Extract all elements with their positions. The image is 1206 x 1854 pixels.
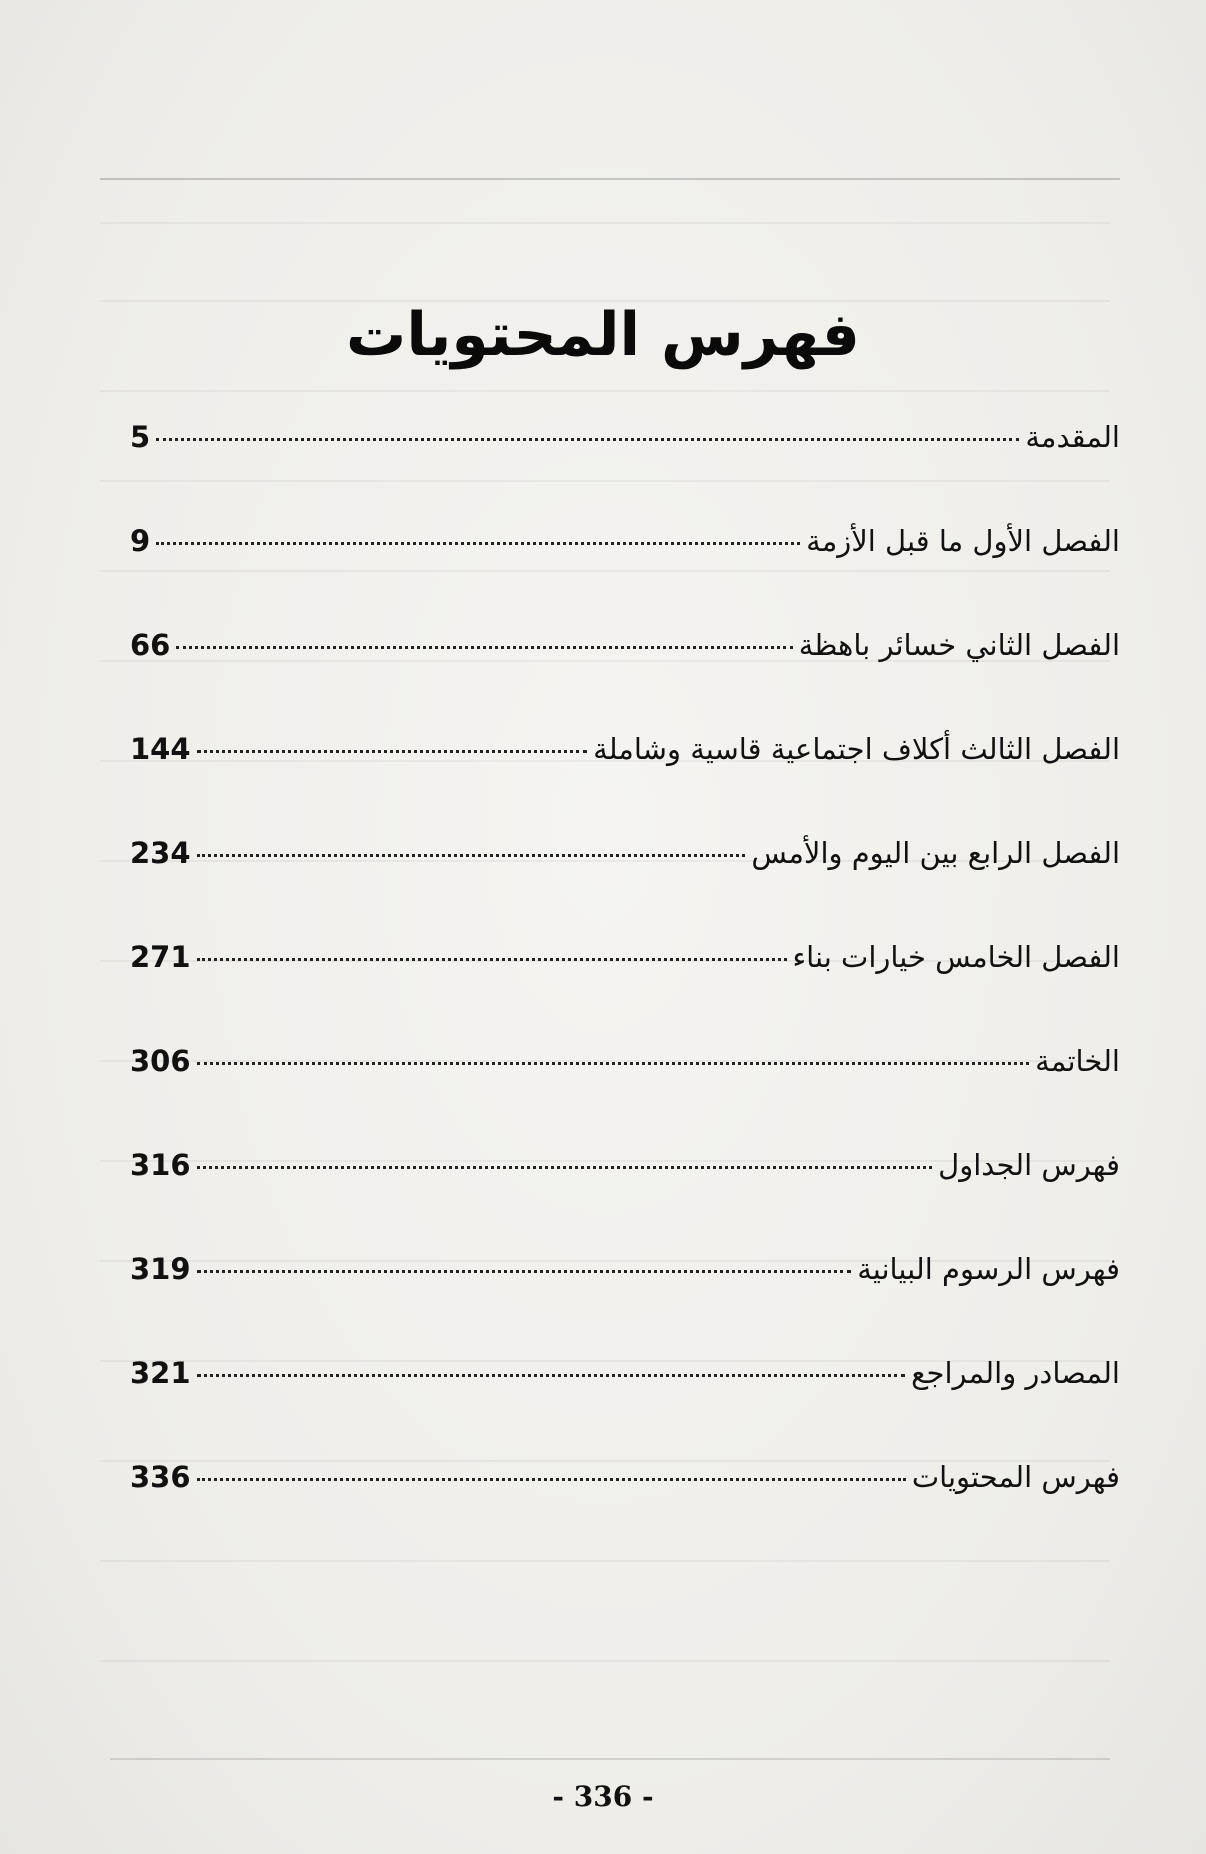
toc-entry-page-number: 321 [130, 1356, 191, 1390]
toc-dot-leader [156, 542, 800, 545]
toc-entry-title: الفصل الثاني خسائر باهظة [798, 628, 1120, 662]
toc-entry [130, 1252, 1120, 1356]
page-number: - 336 - [552, 1780, 654, 1813]
bleed-through-header-rule [100, 178, 1120, 180]
toc-entry [130, 836, 1120, 940]
toc-dot-leader [197, 750, 588, 753]
toc-entry [130, 524, 1120, 628]
bleed-through-footer-rule [110, 1758, 1110, 1760]
toc-dot-leader [197, 958, 787, 961]
toc-dot-leader [197, 854, 746, 857]
toc-entry [130, 1148, 1120, 1252]
table-of-contents [130, 420, 1120, 1564]
toc-entry [130, 732, 1120, 836]
toc-entry-title: فهرس الجداول [938, 1148, 1120, 1182]
bleed-through-line [100, 222, 1110, 224]
toc-entry [130, 420, 1120, 524]
toc-entry-title: الفصل الأول ما قبل الأزمة [806, 524, 1120, 558]
toc-entry-title: الفصل الخامس خيارات بناء [792, 940, 1120, 974]
toc-entry-page-number: 306 [130, 1044, 191, 1078]
toc-entry-title: الفصل الثالث أكلاف اجتماعية قاسية وشاملة [593, 732, 1120, 766]
page-title: فهرس المحتويات [346, 300, 860, 370]
toc-entry-title: الفصل الرابع بين اليوم والأمس [751, 836, 1120, 870]
toc-entry-page-number: 336 [130, 1460, 191, 1494]
toc-dot-leader [176, 646, 792, 649]
toc-entry-page-number: 66 [130, 628, 171, 662]
toc-entry [130, 1460, 1120, 1564]
toc-entry [130, 628, 1120, 732]
toc-entry-page-number: 144 [130, 732, 191, 766]
toc-entry-page-number: 5 [130, 420, 151, 454]
toc-entry-title: الخاتمة [1035, 1044, 1120, 1078]
toc-dot-leader [197, 1374, 906, 1377]
toc-entry-title: المقدمة [1025, 420, 1120, 454]
toc-entry-page-number: 234 [130, 836, 191, 870]
toc-entry-title: المصادر والمراجع [911, 1356, 1120, 1390]
toc-entry-page-number: 319 [130, 1252, 191, 1286]
toc-dot-leader [197, 1478, 906, 1481]
toc-entry-page-number: 271 [130, 940, 191, 974]
toc-entry-page-number: 9 [130, 524, 151, 558]
toc-dot-leader [197, 1062, 1030, 1065]
toc-entry [130, 1044, 1120, 1148]
toc-entry-page-number: 316 [130, 1148, 191, 1182]
toc-dot-leader [156, 438, 1019, 441]
bleed-through-line [100, 1660, 1110, 1662]
toc-entry-title: فهرس المحتويات [911, 1460, 1120, 1494]
toc-dot-leader [197, 1166, 933, 1169]
toc-entry [130, 940, 1120, 1044]
bleed-through-line [100, 390, 1110, 392]
toc-entry [130, 1356, 1120, 1460]
toc-entry-title: فهرس الرسوم البيانية [857, 1252, 1120, 1286]
toc-dot-leader [197, 1270, 852, 1273]
